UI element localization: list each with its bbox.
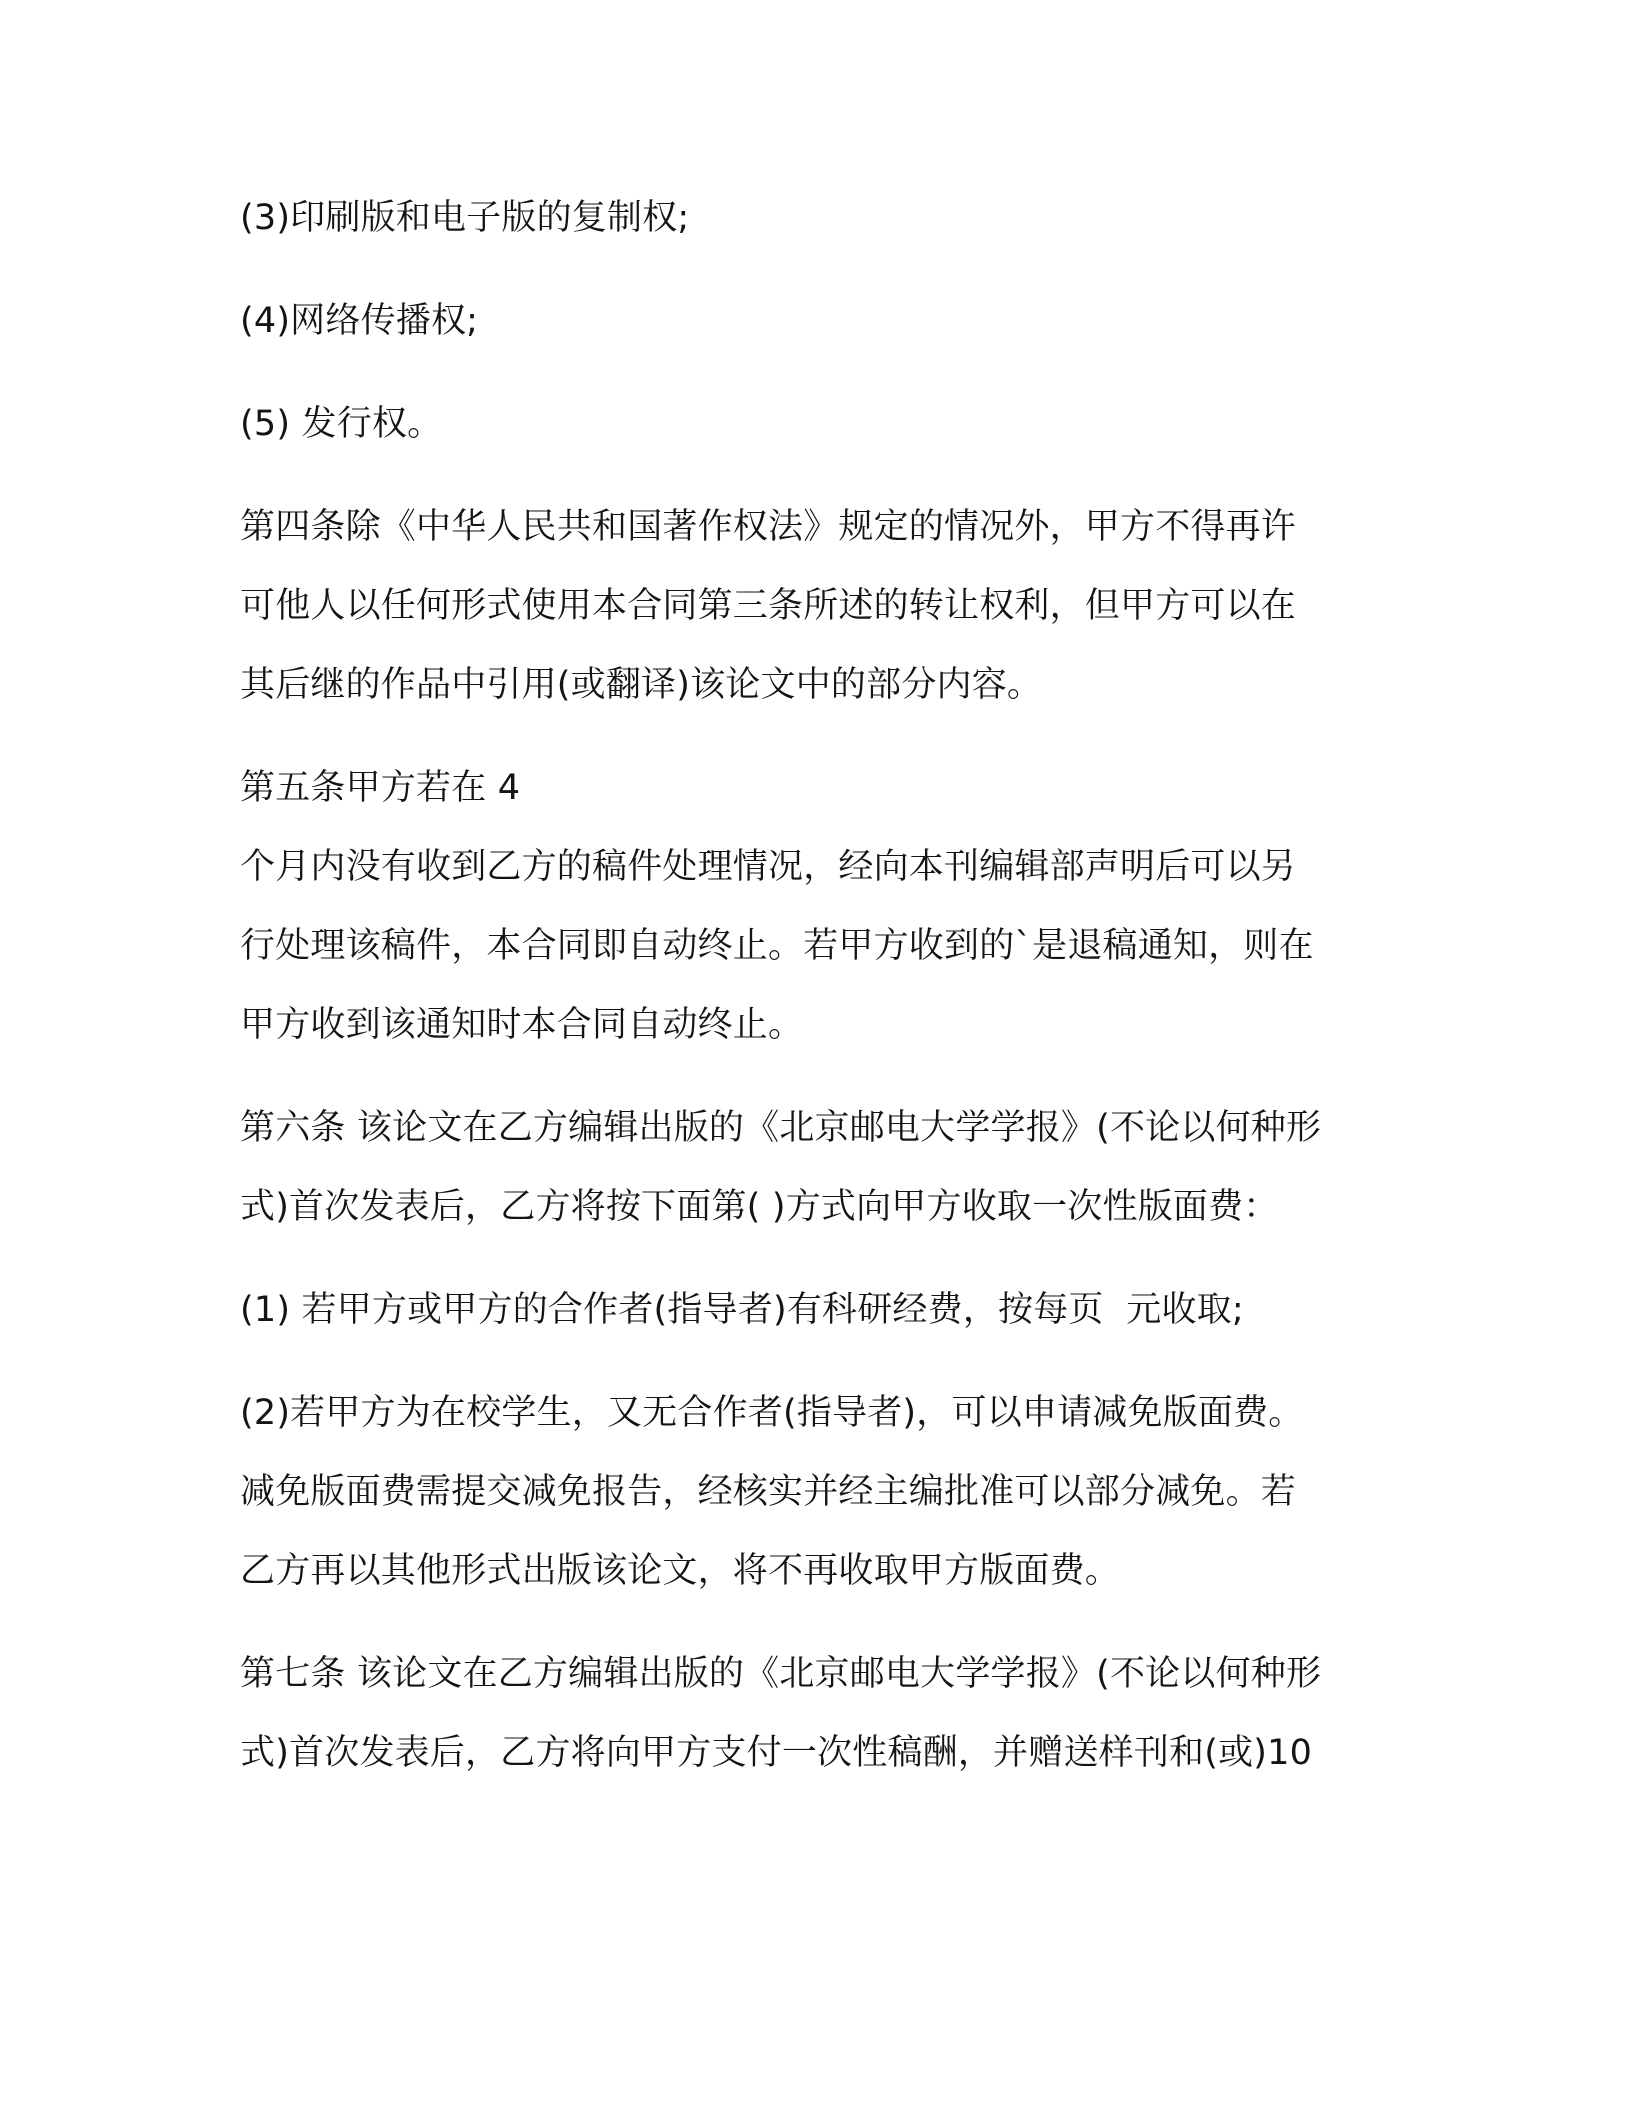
text-line-article-5-3: 行处理该稿件，本合同即自动终止。若甲方收到的`是退稿通知，则在 <box>240 926 1314 966</box>
text-line-article-7-2: 式)首次发表后，乙方将向甲方支付一次性稿酬，并赠送样刊和(或)10 <box>240 1733 1313 1773</box>
text-line-fee-option-2-2: 减免版面费需提交减免报告，经核实并经主编批准可以部分减免。若 <box>240 1472 1297 1512</box>
text-line-article-6-1: 第六条 该论文在乙方编辑出版的《北京邮电大学学报》(不论以何种形 <box>240 1108 1322 1148</box>
text-line-rights-4: (4)网络传播权; <box>240 301 479 341</box>
text-line-article-7-1: 第七条 该论文在乙方编辑出版的《北京邮电大学学报》(不论以何种形 <box>240 1654 1322 1694</box>
text-line-article-5-2: 个月内没有收到乙方的稿件处理情况，经向本刊编辑部声明后可以另 <box>240 847 1297 887</box>
text-line-article-4-1: 第四条除《中华人民共和国著作权法》规定的情况外，甲方不得再许 <box>240 507 1297 547</box>
text-line-article-6-2: 式)首次发表后，乙方将按下面第( )方式向甲方收取一次性版面费： <box>240 1187 1279 1227</box>
text-line-fee-option-2-3: 乙方再以其他形式出版该论文，将不再收取甲方版面费。 <box>240 1551 1121 1591</box>
text-line-article-5-4: 甲方收到该通知时本合同自动终止。 <box>240 1005 804 1045</box>
text-line-article-4-2: 可他人以任何形式使用本合同第三条所述的转让权利，但甲方可以在 <box>240 586 1297 626</box>
text-line-rights-5: (5) 发行权。 <box>240 404 443 444</box>
text-line-rights-3: (3)印刷版和电子版的复制权; <box>240 198 690 238</box>
text-line-article-4-3: 其后继的作品中引用(或翻译)该论文中的部分内容。 <box>240 665 1043 705</box>
text-line-fee-option-1: (1) 若甲方或甲方的合作者(指导者)有科研经费，按每页 元收取; <box>240 1290 1244 1330</box>
text-line-fee-option-2-1: (2)若甲方为在校学生，又无合作者(指导者)，可以申请减免版面费。 <box>240 1393 1304 1433</box>
text-line-article-5-1: 第五条甲方若在 4 <box>240 768 521 808</box>
